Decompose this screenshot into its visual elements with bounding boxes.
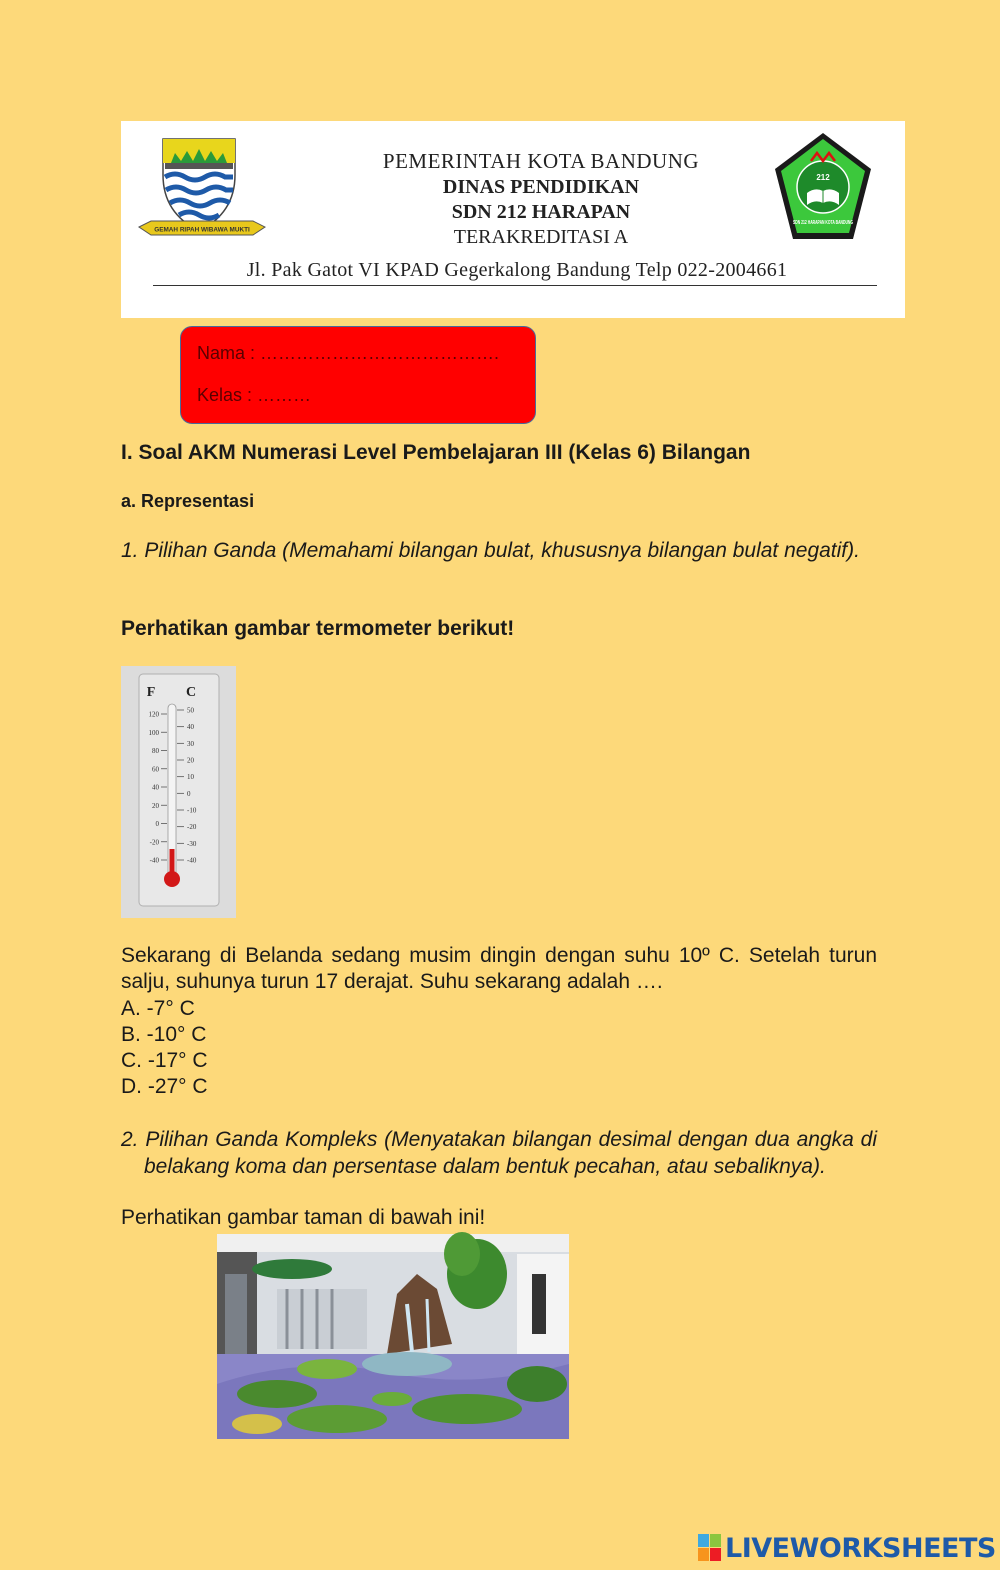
option-c[interactable]: C. -17° C <box>121 1049 208 1072</box>
liveworksheets-wordmark: LIVEWORKSHEETS <box>725 1532 996 1564</box>
thermometer-image <box>121 666 236 918</box>
celsius-tick-label: 10 <box>187 773 194 782</box>
thermometer-graphic <box>121 666 236 918</box>
celsius-tick-label: 30 <box>187 739 194 748</box>
fahrenheit-label: F <box>146 685 156 700</box>
bandung-crest-icon <box>135 135 269 247</box>
question1-instruction: Perhatikan gambar termometer berikut! <box>121 617 515 640</box>
fahrenheit-tick-label: 0 <box>155 820 159 828</box>
fahrenheit-tick-label: 100 <box>148 728 159 737</box>
option-b[interactable]: B. -10° C <box>121 1023 207 1046</box>
name-field[interactable]: Nama : …………………………………. <box>197 343 500 363</box>
fahrenheit-tick-label: 40 <box>152 783 159 792</box>
crest-motto: GEMAH RIPAH WIBAWA MUKTI <box>154 226 250 234</box>
letterhead-accreditation: TERAKREDITASI A <box>453 226 629 248</box>
section-title: I. Soal AKM Numerasi Level Pembelajaran III (Kelas 6) Bilangan <box>121 441 751 464</box>
question2-title: 2. Pilihan Ganda Kompleks (Menyatakan bilangan desimal dengan dua angka di belakang koma dan persentase dalam bentuk pecahan, atau sebaliknya). <box>121 1128 877 1178</box>
student-info-box <box>180 326 536 424</box>
option-a[interactable]: A. -7° C <box>121 997 195 1020</box>
question1-prompt: Sekarang di Belanda sedang musim dingin dengan suhu 10º C. Setelah turun salju, suhunya turun 17 derajat. Suhu sekarang adalah …. <box>121 944 877 993</box>
letterhead-divider <box>153 285 877 286</box>
celsius-tick-label: 20 <box>187 756 194 765</box>
class-field[interactable]: Kelas : ……… <box>197 385 312 405</box>
letterhead <box>121 121 905 318</box>
celsius-tick-label: -20 <box>187 823 197 832</box>
fahrenheit-tick-label: -40 <box>149 856 159 865</box>
celsius-tick-label: -10 <box>187 806 197 815</box>
celsius-tick-label: 50 <box>187 706 194 715</box>
letterhead-government: PEMERINTAH KOTA BANDUNG <box>382 149 700 173</box>
fahrenheit-tick-label: 60 <box>152 765 159 774</box>
fahrenheit-tick-label: 20 <box>152 801 159 810</box>
celsius-tick-label: 40 <box>187 723 194 732</box>
fahrenheit-tick-label: -20 <box>149 838 159 847</box>
fahrenheit-tick-label: 80 <box>152 747 159 755</box>
option-d[interactable]: D. -27° C <box>121 1075 208 1098</box>
celsius-tick-label: -30 <box>187 839 197 848</box>
question2-instruction: Perhatikan gambar taman di bawah ini! <box>121 1206 486 1229</box>
logo-caption: SDN 212 HARAPAN KOTA BANDUNG <box>793 220 853 226</box>
letterhead-department: DINAS PENDIDIKAN <box>442 176 640 198</box>
celsius-tick-label: 0 <box>187 789 191 798</box>
logo-number: 212 <box>816 173 830 182</box>
celsius-label: C <box>185 685 197 700</box>
liveworksheets-icon <box>698 1534 722 1562</box>
subsection-title: a. Representasi <box>121 491 255 511</box>
celsius-tick-label: -40 <box>187 856 197 865</box>
liveworksheets-logo[interactable] <box>698 1531 996 1565</box>
garden-image <box>217 1234 569 1439</box>
fahrenheit-tick-label: 120 <box>148 710 159 719</box>
question1-title: 1. Pilihan Ganda (Memahami bilangan bulat, khususnya bilangan bulat negatif). <box>121 539 860 562</box>
letterhead-address: Jl. Pak Gatot VI KPAD Gegerkalong Bandung Telp 022-2004661 <box>246 259 788 281</box>
letterhead-school-name: SDN 212 HARAPAN <box>451 201 631 223</box>
school-logo-icon <box>773 131 873 243</box>
letterhead-titles <box>321 149 761 249</box>
